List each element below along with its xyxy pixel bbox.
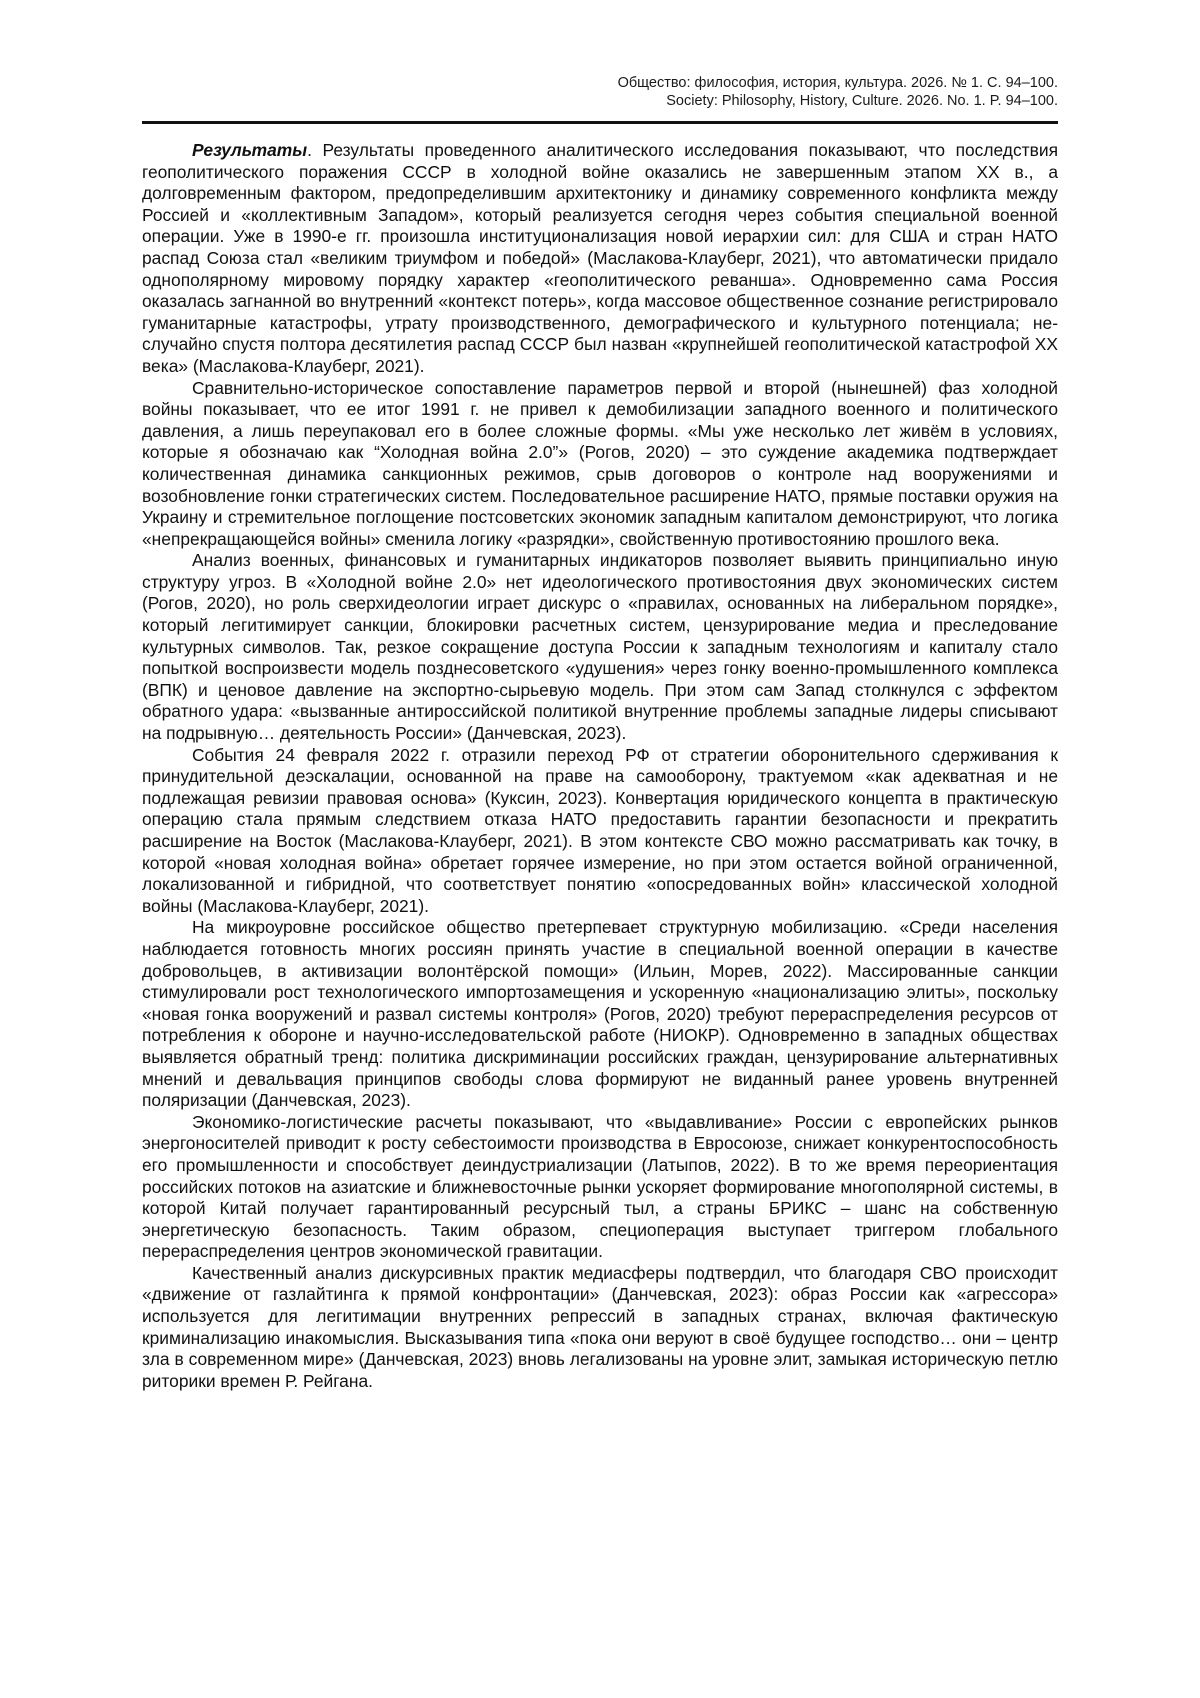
header-citation-ru: Общество: философия, история, культура. 2026. № 1. С. 94–100. bbox=[617, 75, 1058, 91]
paragraph: События 24 февраля 2022 г. отразили переход РФ от стратегии оборонительного сдерживания к принудительной деэскалации, основанной на праве на самооборону, трактуемом «как адекватная и не подлежащая ревизии правовая основа» (Куксин, 2023). Конвертация юридического концепта в практическую операцию стала прямым следствием отказа НАТО предоставить гарантии безопасности и прекратить расширение на Восток (Маслакова-Клауберг, 2021). В этом контексте СВО можно рассматривать как точку, в которой «новая холодная война» обретает горячее измерение, но при этом остается войной ограниченной, локализованной и гибридной, что соответствует понятию «опосредованных войн» классической холодной войны (Маслакова-Клауберг, 2021). bbox=[142, 744, 1058, 916]
article-body bbox=[142, 140, 1058, 1392]
running-header bbox=[618, 74, 1058, 110]
paragraph: Анализ военных, финансовых и гуманитарных индикаторов позволяет выявить принципиально иную структуру угроз. В «Холодной войне 2.0» нет идеологического противостояния двух экономических систем (Рогов, 2020), но роль сверхидеологии играет дискурс о «правилах, основанных на либеральном порядке», который легитимирует санкции, блокировки расчетных систем, цензурирование медиа и преследование культурных символов. Так, резкое сокращение доступа России к западным технологиям и капиталу стало попыткой воспроизвести модель позднесоветского «удушения» через гонку военно-промышленного комплекса (ВПК) и ценовое давление на экспортно-сырьевую модель. При этом сам Запад столкнулся с эффектом обратного удара: «вызванные антироссийской политикой внутренние проблемы западные лидеры списывают на подрывную… деятельность России» (Данчевская, 2023). bbox=[142, 550, 1058, 744]
paragraph: На микроуровне российское общество претерпевает структурную мобилизацию. «Среди населения наблюдается готовность многих россиян принять участие в специальной военной операции в качестве добровольцев, в активизации волонтёрской помощи» (Ильин, Морев, 2022). Массированные санкции стимулировали рост технологического импортозамещения и ускоренную «национализацию элиты», поскольку «новая гонка вооружений и развал системы контроля» (Рогов, 2020) требуют перераспределения ресурсов от потребления к обороне и научно-исследовательской работе (НИОКР). Одновременно в западных обществах выявляется обратный тренд: политика дискриминации российских граждан, цензурирование альтернативных мнений и девальвация принципов свободы слова формируют не виданный ранее уровень внутренней поляризации (Данчевская, 2023). bbox=[142, 917, 1058, 1111]
header-rule bbox=[142, 121, 1058, 124]
header-citation-en: Society: Philosophy, History, Culture. 2026. No. 1. P. 94–100. bbox=[666, 93, 1058, 109]
section-heading-results: Результаты bbox=[192, 140, 308, 160]
paragraph: Качественный анализ дискурсивных практик медиасферы подтвердил, что благодаря СВО происходит «движение от газлайтинга к прямой конфронтации» (Данчевская, 2023): образ России как «агрессора» используется для легитимации внутренних репрессий в западных странах, включая фактическую криминализацию инакомыслия. Высказывания типа «пока они веруют в своё будущее господство… они – центр зла в современном мире» (Данчевская, 2023) вновь легализованы на уровне элит, замыкая историческую петлю риторики времен Р. Рейгана. bbox=[142, 1262, 1058, 1391]
paragraph: Сравнительно-историческое сопоставление параметров первой и второй (нынешней) фаз холодной войны показывает, что ее итог 1991 г. не привел к демобилизации западного военного и политического давления, а лишь переупаковал его в более сложные формы. «Мы уже несколько лет живём в условиях, которые я обозначаю как “Холодная война 2.0”» (Рогов, 2020) – это суждение академика подтверждает количественная динамика санкционных режимов, срыв договоров о контроле над вооружениями и возобновление гонки стратегических систем. Последовательное расширение НАТО, прямые поставки оружия на Украину и стремительное поглощение постсоветских экономик западным капиталом демонстрируют, что логика «непрекращающейся войны» сменила логику «разрядки», свойственную противостоянию прошлого века. bbox=[142, 377, 1058, 549]
paragraph-text: . Результаты проведенного аналитического исследования показывают, что последствия геополитического поражения СССР в холодной войне оказались не завершенным этапом XX в., а долговременным фактором, предопределившим архитектонику и динамику современного конфликта между Россией и «коллективным Западом», который реализуется сегодня через события специальной военной операции. Уже в 1990-е гг. произошла институционализация новой иерархии сил: для США и стран НАТО распад Союза стал «великим триумфом и победой» (Маслакова-Клауберг, 2021), что автоматически придало однополярному мировому порядку характер «геополитического реванша». Одновременно сама Россия оказалась загнанной во внутренний «контекст потерь», когда массовое общественное сознание регистрировало гуманитарные катастрофы, утрату производственного, демографического и культурного потенциала; неслучайно спустя полтора десятилетия распад СССР был назван «крупнейшей геополитической катастрофой XX века» (Маслакова-Клауберг, 2021). bbox=[142, 140, 1058, 376]
paragraph-results bbox=[142, 140, 1058, 378]
paragraph: Экономико-логистические расчеты показывают, что «выдавливание» России с европейских рынков энергоносителей приводит к росту себестоимости производства в Евросоюзе, снижает конкурентоспособность его промышленности и способствует деиндустриализации (Латыпов, 2022). В то же время переориентация российских потоков на азиатские и ближневосточные рынки ускоряет формирование многополярной системы, в которой Китай получает гарантированный ресурсный тыл, а страны БРИКС – шанс на собственную энергетическую безопасность. Таким образом, специоперация выступает триггером глобального перераспределения центров экономической гравитации. bbox=[142, 1111, 1058, 1262]
